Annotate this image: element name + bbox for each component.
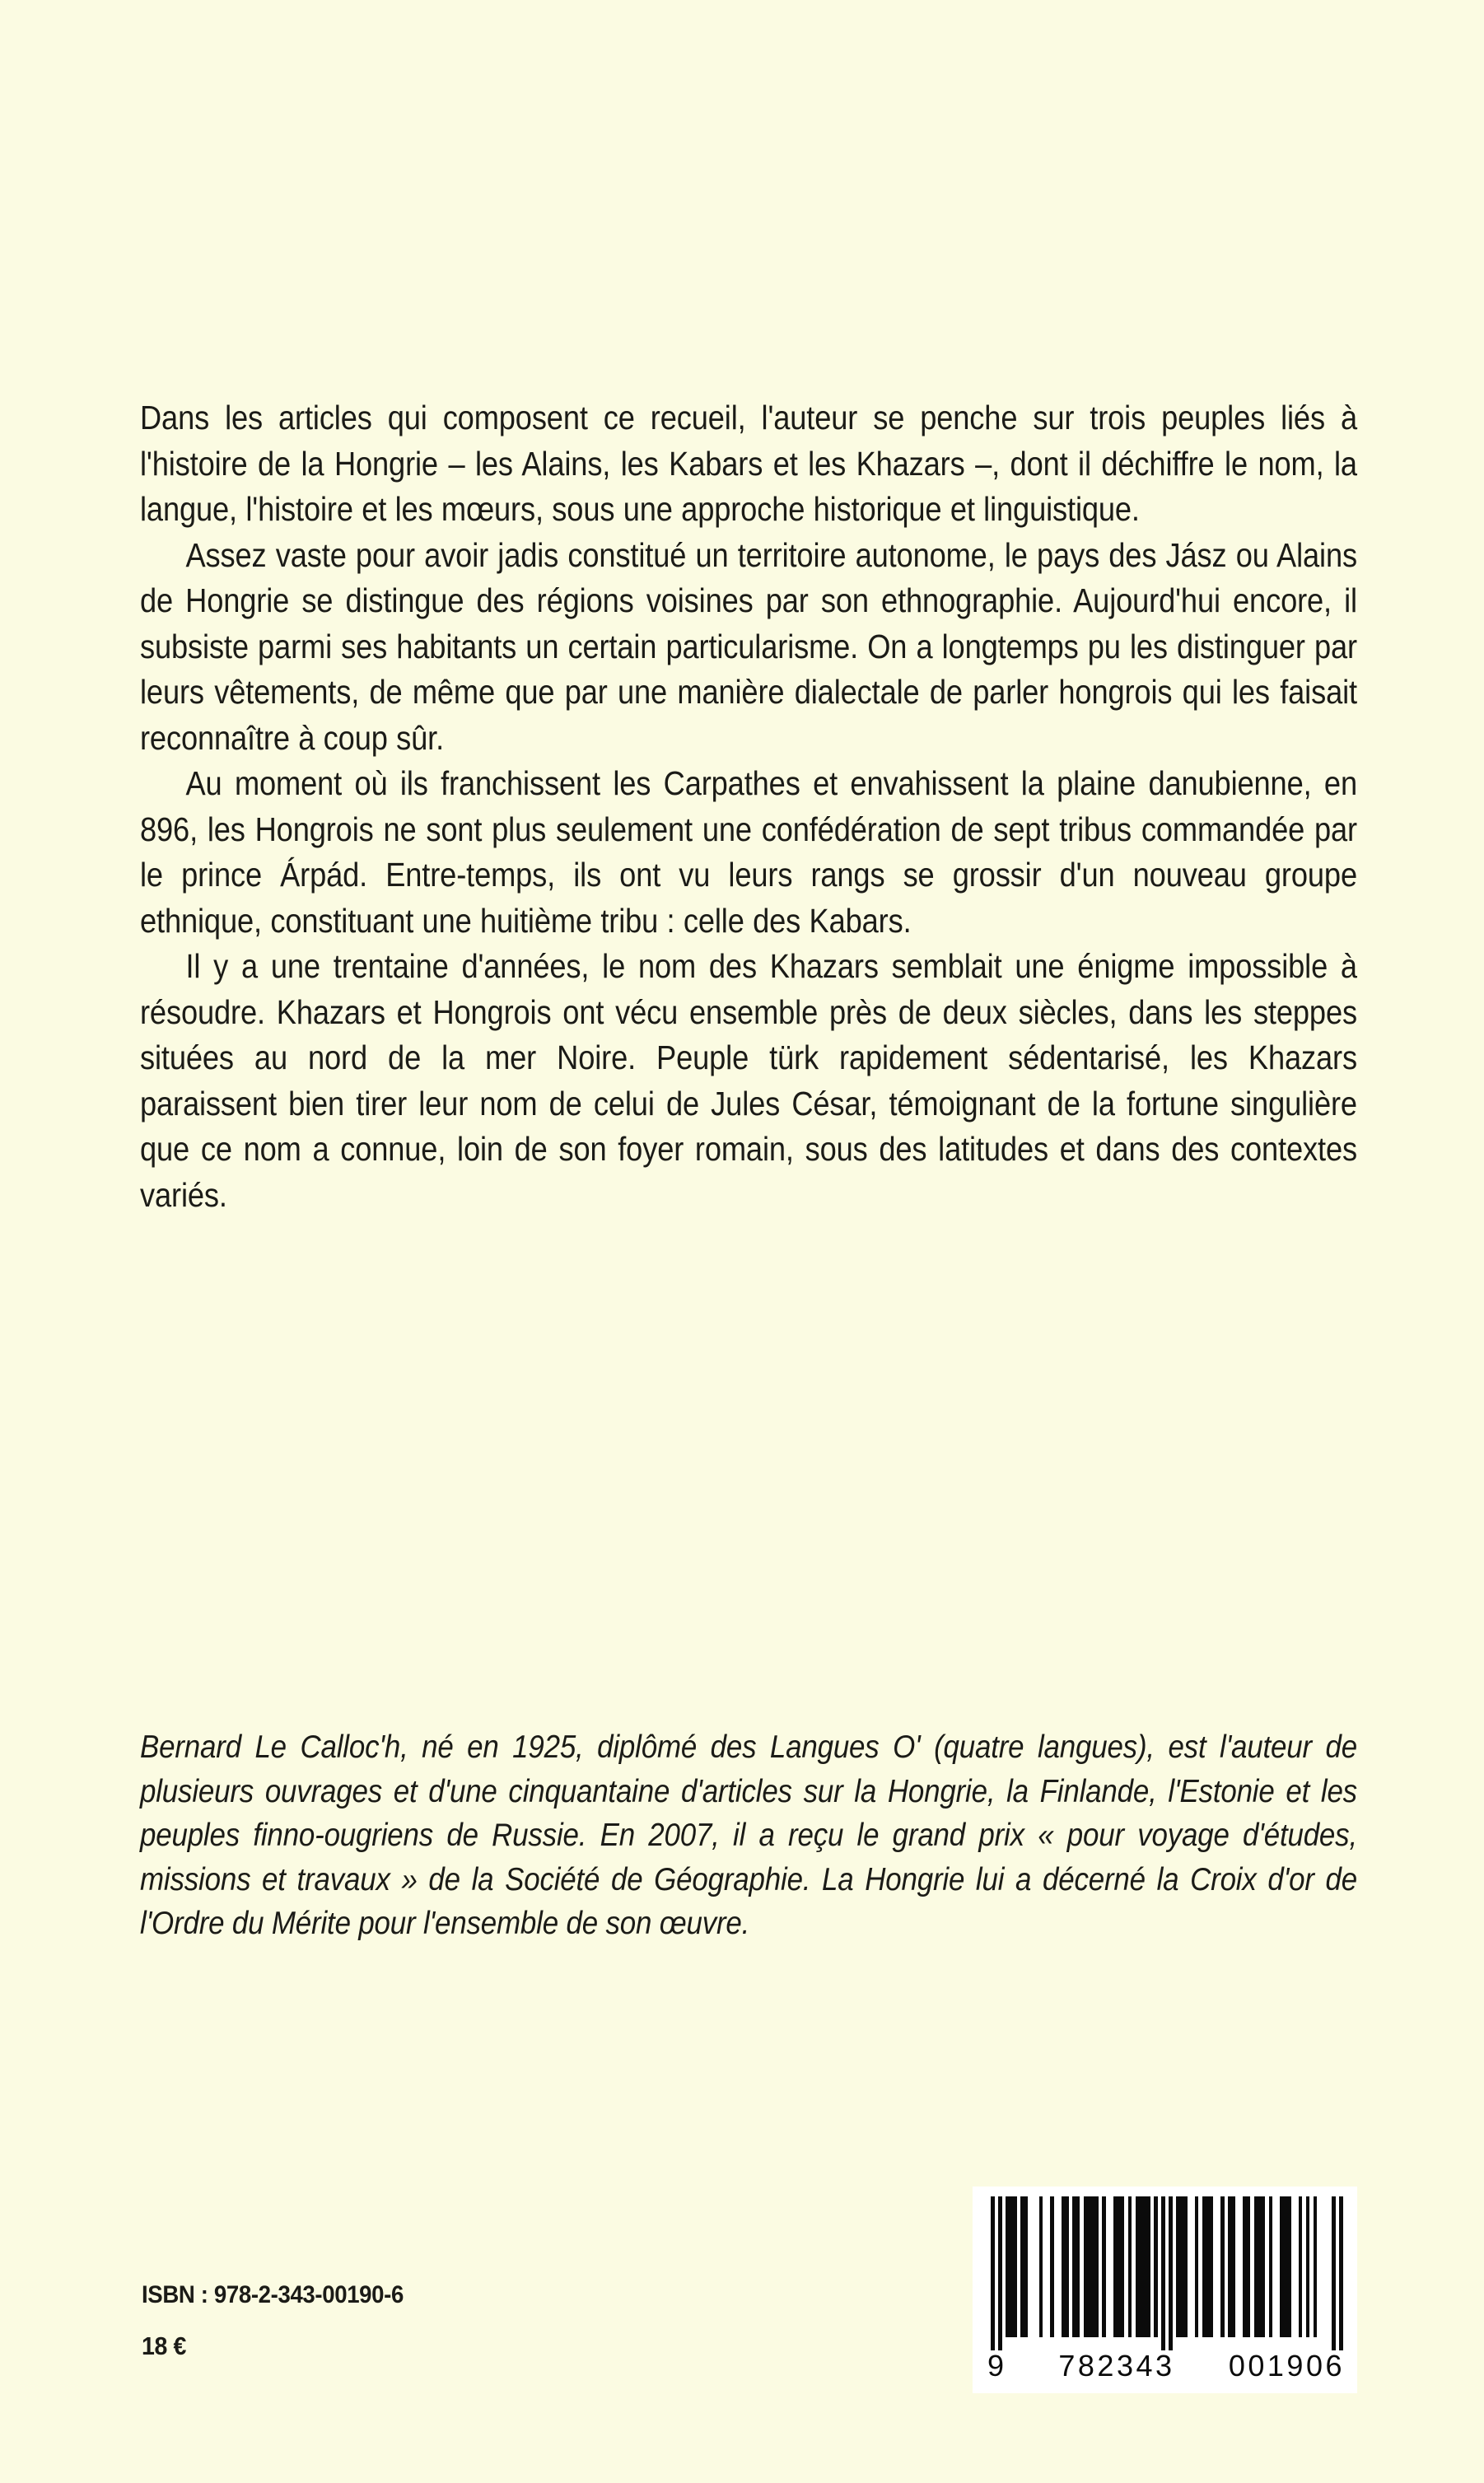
author-bio-paragraph: [140, 1725, 1357, 1946]
blurb-paragraph-1-text: Dans les articles qui composent ce recueil, l'auteur se penche sur trois peuples liés à l'histoire de la Hongrie – les Alains, les Kabars et les Khazars –, dont il déchiffre le nom, la langue, l'histoire et les mœurs, sous une approche historique et linguistique.: [140, 399, 1357, 528]
blurb-paragraph-3: [140, 761, 1357, 944]
barcode-digits: [987, 2348, 1345, 2384]
price-text: 18 €: [142, 2331, 187, 2360]
barcode-left-group: 782343: [1058, 2349, 1175, 2383]
author-bio-text: Bernard Le Calloc'h, né en 1925, diplômé des Langues O' (quatre langues), est l'auteur de plusieurs ouvrages et d'une cinquantaine d'articles sur la Hongrie, la Finlande, l'Estonie et les peuples finno-ougriens de Russie. En 2007, il a reçu le grand prix « pour voyage d'études, missions et travaux » de la Société de Géographie. La Hongrie lui a décerné la Croix d'or de l'Ordre du Mérite pour l'ensemble de son œuvre.: [140, 1729, 1357, 1941]
blurb-paragraph-4: [140, 944, 1357, 1218]
author-bio-block: [140, 1725, 1357, 1946]
barcode-right-group: 001906: [1228, 2349, 1345, 2383]
blurb-paragraph-2: [140, 533, 1357, 762]
blurb-paragraph-3-text: Au moment où ils franchissent les Carpathes et envahissent la plaine danubienne, en 896, les Hongrois ne sont plus seulement une confédération de sept tribus commandée par le prince Árpád. Entre-temps, ils ont vu leurs rangs se grossir d'un nouveau groupe ethnique, constituant une huitième tribu : celle des Kabars.: [140, 764, 1357, 940]
isbn-text: ISBN : 978-2-343-00190-6: [142, 2281, 404, 2308]
blurb-paragraph-2-text: Assez vaste pour avoir jadis constitué un territoire autonome, le pays des Jász ou Alains de Hongrie se distingue des régions voisines par son ethnographie. Aujourd'hui encore, il subsiste parmi ses habitants un certain particularisme. On a longtemps pu les distinguer par leurs vêtements, de même que par une manière dialectale de parler hongrois qui les faisait reconnaître à coup sûr.: [140, 535, 1357, 757]
barcode-bars: [991, 2196, 1343, 2350]
barcode: [973, 2187, 1357, 2393]
blurb-text-block: [140, 395, 1357, 1218]
blurb-paragraph-4-text: Il y a une trentaine d'années, le nom des Khazars semblait une énigme impossible à résoudre. Khazars et Hongrois ont vécu ensemble près de deux siècles, dans les steppes situées au nord de la mer Noire. Peuple türk rapidement sédentarisé, les Khazars paraissent bien tirer leur nom de celui de Jules César, témoignant de la fortune singulière que ce nom a connue, loin de son foyer romain, sous des latitudes et dans des contextes variés.: [140, 947, 1357, 1214]
barcode-lead-digit: 9: [987, 2349, 1006, 2383]
blurb-paragraph-1: [140, 395, 1357, 533]
isbn-price-block: [142, 2281, 718, 2360]
